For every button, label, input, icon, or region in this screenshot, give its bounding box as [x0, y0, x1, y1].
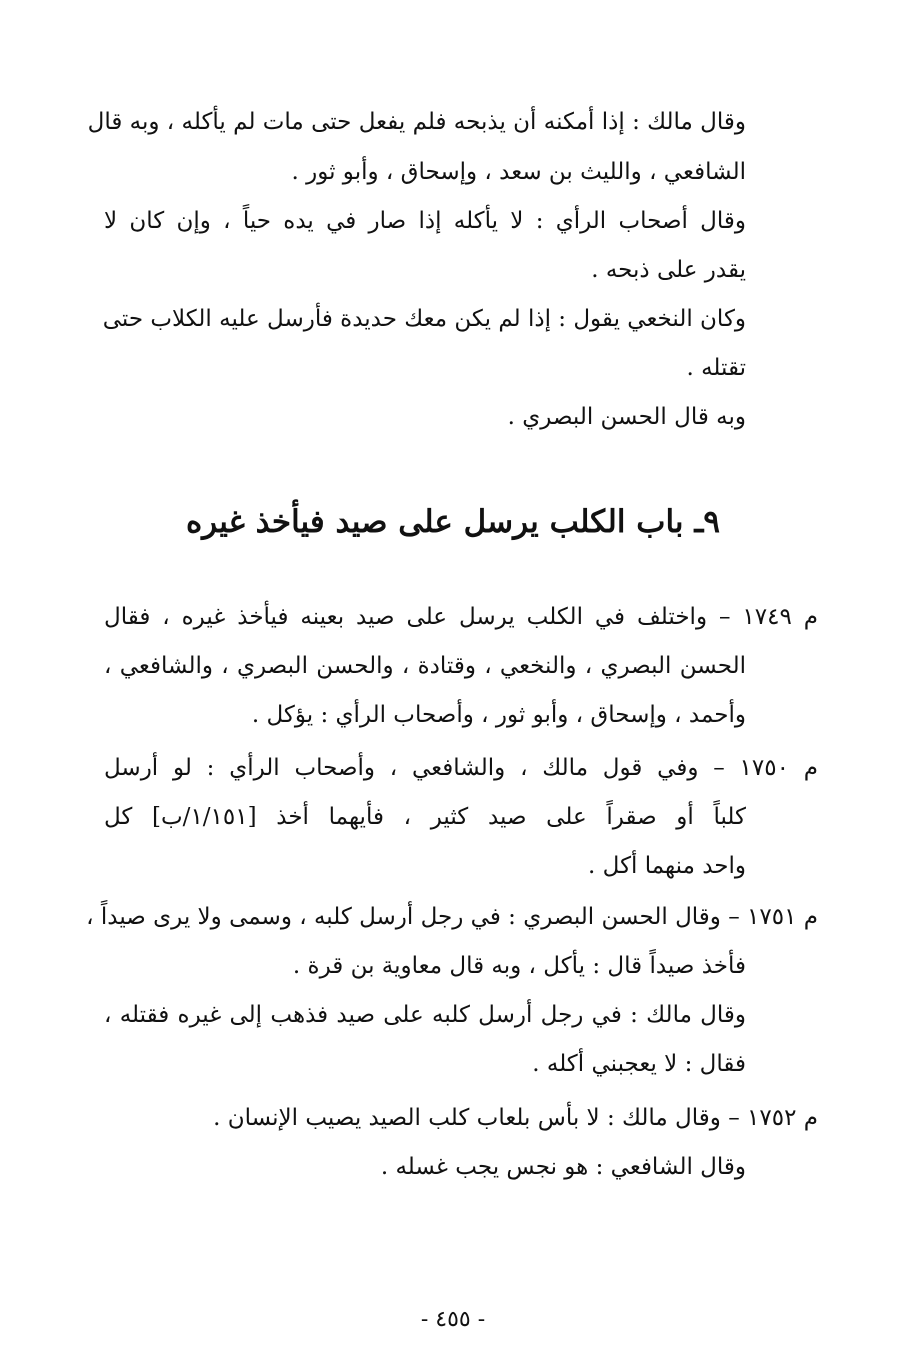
chapter-heading: ٩ـ باب الكلب يرسل على صيد فيأخذ غيره — [185, 504, 721, 540]
text-line: وبه قال الحسن البصري . — [507, 404, 746, 430]
entry-line: م ١٧٤٩ – واختلف في الكلب يرسل على صيد بعينه فيأخذ غيره ، فقال — [104, 604, 818, 630]
text-line: تقتله . — [686, 355, 746, 381]
page-number: - ٤٥٥ - — [420, 1307, 486, 1332]
text-line: وقال أصحاب الرأي : لا يأكله إذا صار في يده حياً ، وإن كان لا — [104, 208, 746, 234]
entry-line: م ١٧٥١ – وقال الحسن البصري : في رجل أرسل كلبه ، وسمى ولا يرى صيداً ، — [86, 904, 818, 930]
entry-line: وأحمد ، وإسحاق ، وأبو ثور ، وأصحاب الرأي : يؤكل . — [251, 702, 746, 728]
text-line: الشافعي ، والليث بن سعد ، وإسحاق ، وأبو ثور . — [291, 159, 746, 185]
entry-line: م ١٧٥٠ – وفي قول مالك ، والشافعي ، وأصحاب الرأي : لو أرسل — [104, 755, 818, 781]
entry-line: وقال مالك : في رجل أرسل كلبه على صيد فذهب إلى غيره فقتله ، — [104, 1002, 746, 1028]
entry-line: م ١٧٥٢ – وقال مالك : لا بأس بلعاب كلب الصيد يصيب الإنسان . — [213, 1105, 818, 1131]
entry-line: الحسن البصري ، والنخعي ، وقتادة ، والحسن البصري ، والشافعي ، — [104, 653, 746, 679]
entry-line: واحد منهما أكل . — [588, 853, 746, 879]
text-line: وكان النخعي يقول : إذا لم يكن معك حديدة فأرسل عليه الكلاب حتى — [102, 306, 746, 332]
entry-line: كلباً أو صقراً على صيد كثير ، فأيهما أخذ [١/١٥١/ب] كل — [104, 804, 746, 830]
text-line: وقال مالك : إذا أمكنه أن يذبحه فلم يفعل حتى مات لم يأكله ، وبه قال — [87, 109, 746, 135]
entry-line: فقال : لا يعجبني أكله . — [532, 1051, 746, 1077]
entry-line: فأخذ صيداً قال : يأكل ، وبه قال معاوية بن قرة . — [292, 953, 746, 979]
entry-line: وقال الشافعي : هو نجس يجب غسله . — [380, 1154, 746, 1180]
text-line: يقدر على ذبحه . — [591, 257, 746, 283]
